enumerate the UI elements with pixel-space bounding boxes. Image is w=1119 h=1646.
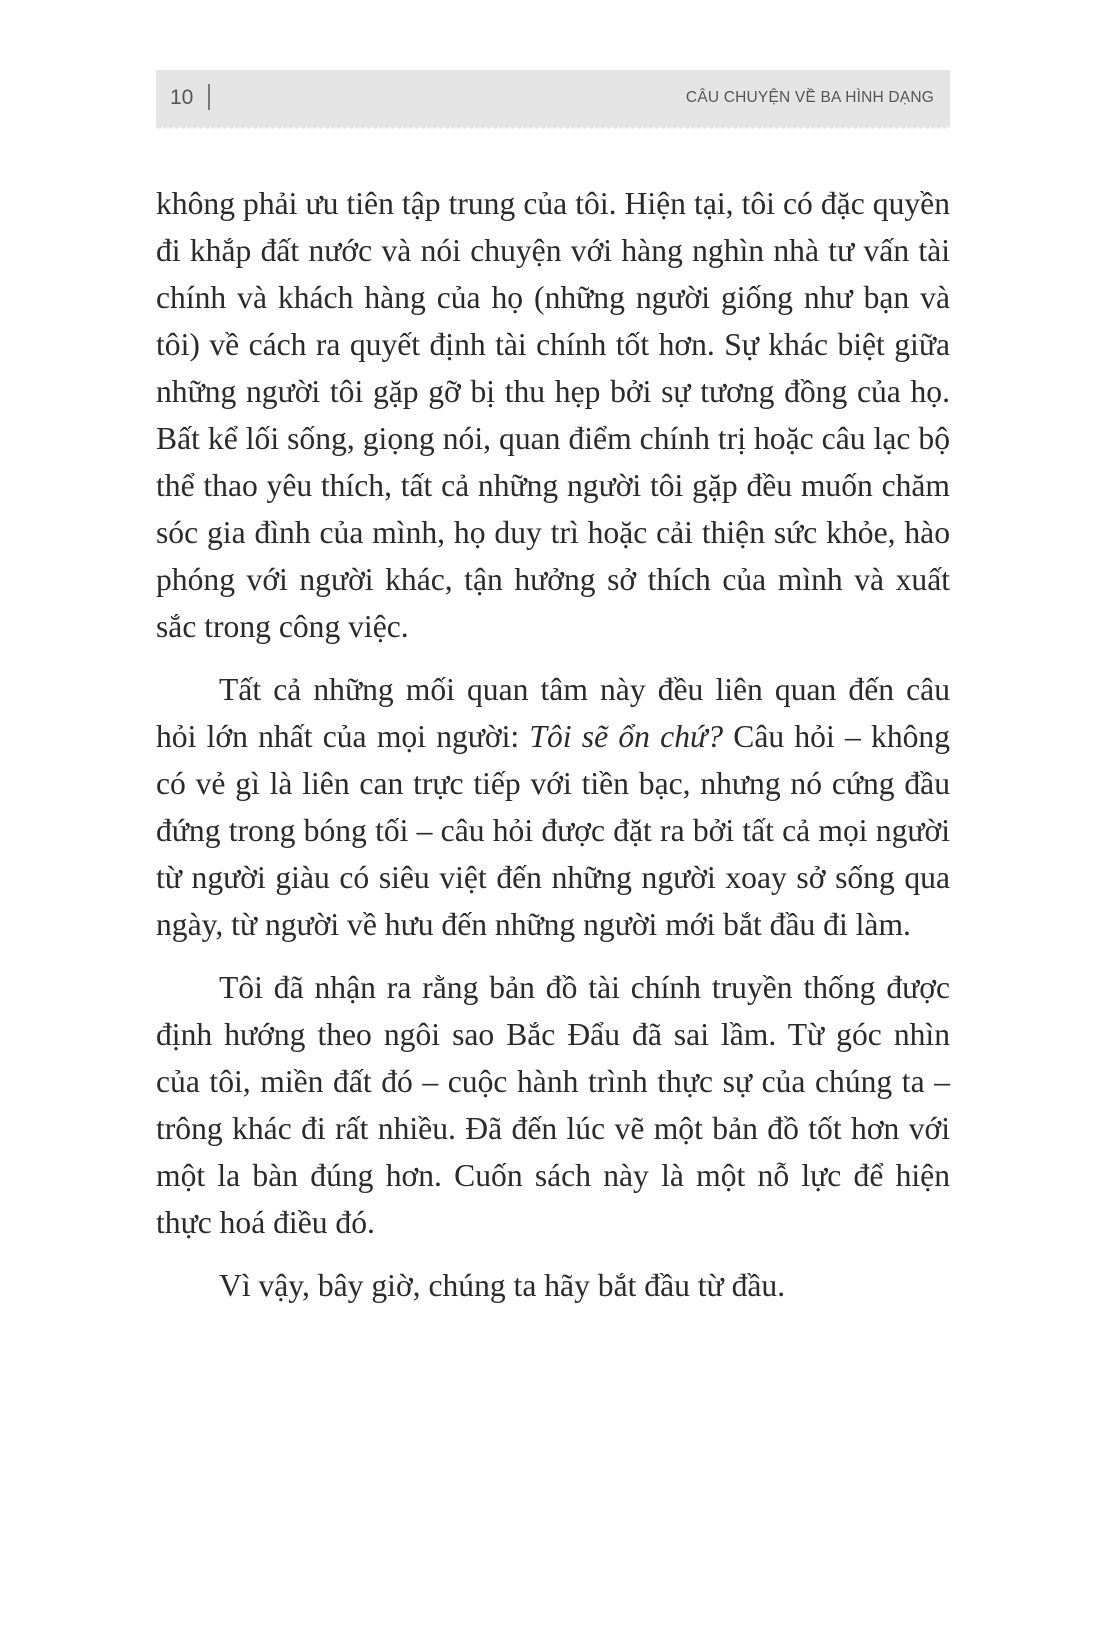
- page-number: 10: [170, 86, 194, 109]
- paragraph-4: Vì vậy, bây giờ, chúng ta hãy bắt đầu từ đầu.: [219, 1268, 786, 1303]
- paragraph-2-text-after: Câu hỏi – không có vẻ gì là liên can trực tiếp với tiền bạc, nhưng nó cứng đầu đứng trong bóng tối – câu hỏi được đặt ra bởi tất cả mọi người từ người giàu có siêu việt đến những người xoay sở sống qua ngày, từ người về hưu đến những người mới bắt đầu đi làm.: [156, 719, 951, 942]
- header-divider: [208, 84, 210, 110]
- paragraph-3: Tôi đã nhận ra rằng bản đồ tài chính truyền thống được định hướng theo ngôi sao Bắc Đẩu đã sai lầm. Từ góc nhìn của tôi, miền đất đó – cuộc hành trình thực sự của chúng ta – trông khác đi rất nhiều. Đã đến lúc vẽ một bản đồ tốt hơn với một la bàn đúng hơn. Cuốn sách này là một nỗ lực để hiện thực hoá điều đó.: [156, 970, 950, 1240]
- running-title: CÂU CHUYỆN VỀ BA HÌNH DẠNG: [685, 89, 934, 106]
- body-text: [156, 180, 950, 1325]
- paragraph-2: [156, 666, 950, 948]
- page-header: [156, 70, 950, 126]
- paragraph-2-italic-question: Tôi sẽ ổn chứ?: [529, 719, 724, 754]
- paragraph-1: không phải ưu tiên tập trung của tôi. Hiện tại, tôi có đặc quyền đi khắp đất nước và nói chuyện với hàng nghìn nhà tư vấn tài chính và khách hàng của họ (những người giống như bạn và tôi) về cách ra quyết định tài chính tốt hơn. Sự khác biệt giữa những người tôi gặp gỡ bị thu hẹp bởi sự tương đồng của họ. Bất kể lối sống, giọng nói, quan điểm chính trị hoặc câu lạc bộ thể thao yêu thích, tất cả những người tôi gặp đều muốn chăm sóc gia đình của mình, họ duy trì hoặc cải thiện sức khỏe, hào phóng với người khác, tận hưởng sở thích của mình và xuất sắc trong công việc.: [156, 186, 950, 644]
- paragraph-2-text-before: Tất cả những mối quan tâm này đều liên quan đến câu hỏi lớn nhất của mọi người:: [156, 672, 950, 754]
